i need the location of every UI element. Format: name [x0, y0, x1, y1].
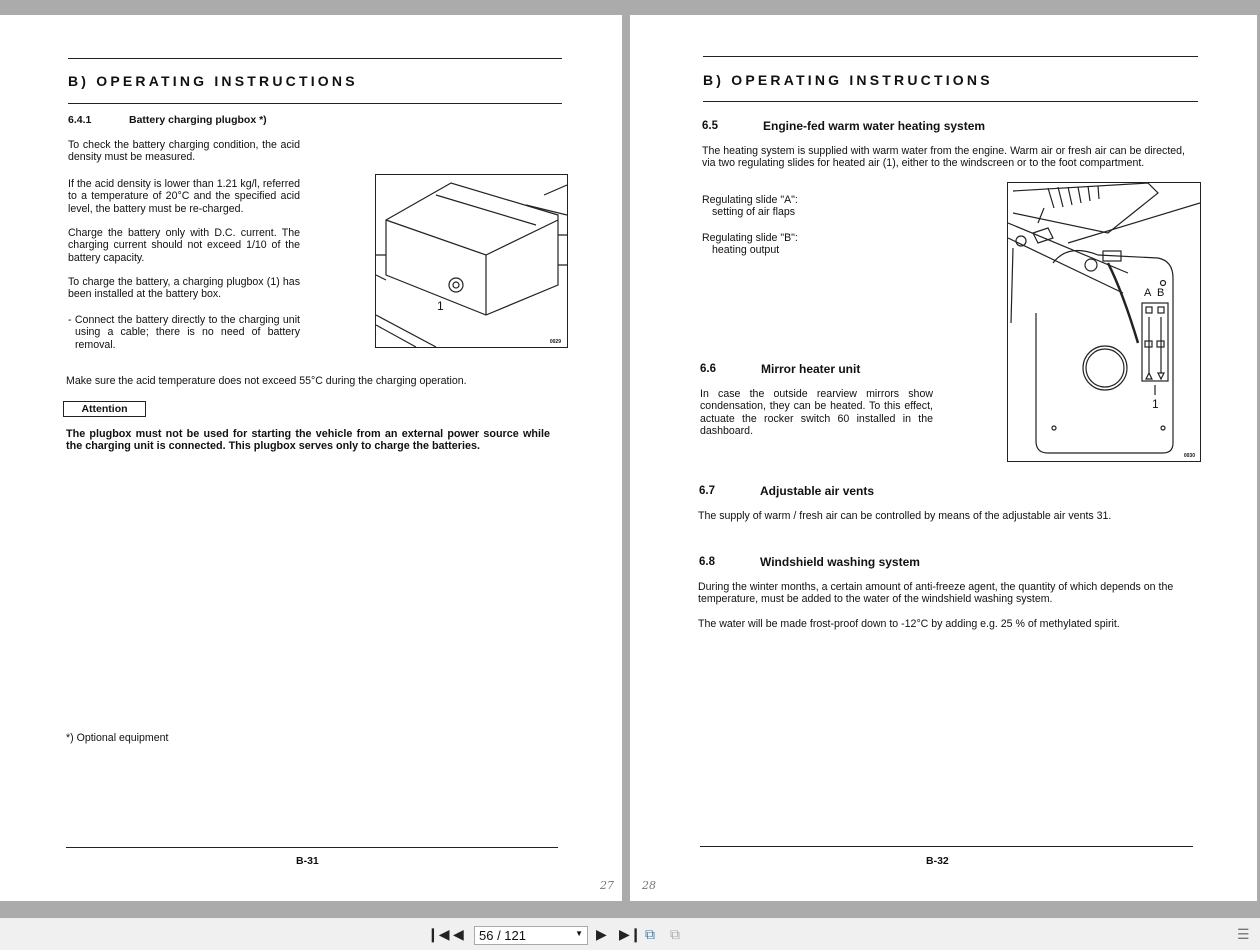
handwritten-mark: 27	[600, 879, 614, 892]
attention-box: Attention	[63, 401, 146, 417]
figure-code: 0029	[549, 339, 561, 345]
left-page	[0, 15, 622, 901]
slide-b-label: Regulating slide "B":	[702, 232, 798, 244]
section-number: 6.4.1	[68, 114, 92, 126]
section-number: 6.5	[702, 120, 718, 132]
page-number: B-32	[926, 855, 949, 867]
first-page-icon[interactable]: ❙◀	[427, 926, 450, 942]
rotate-view-icon[interactable]: ⧉	[645, 926, 655, 942]
section-title: Engine-fed warm water heating system	[763, 119, 986, 133]
page-header: B) OPERATING INSTRUCTIONS	[68, 73, 358, 89]
paragraph: To charge the battery, a charging plugbox (1) has been installed at the battery box.	[68, 276, 300, 301]
previous-page-icon[interactable]: ◀	[453, 926, 464, 942]
page-number: B-31	[296, 855, 319, 867]
paragraph: If the acid density is lower than 1.21 kg/l, referred to a temperature of 20°C and the specified acid level, the battery must be re-charged.	[68, 178, 300, 215]
document-menu-icon[interactable]: ☰	[1237, 926, 1250, 942]
paragraph: The water will be made frost-proof down to -12°C by adding e.g. 25 % of methylated spirit.	[698, 618, 1120, 630]
paragraph: The heating system is supplied with warm water from the engine. Warm air or fresh air can be directed, via two regulating slides for heated air (1), either to the windscreen or to the foot compartment.	[702, 145, 1185, 170]
footnote: *) Optional equipment	[66, 732, 169, 744]
section-number: 6.7	[699, 485, 715, 497]
chevron-down-icon[interactable]: ▼	[575, 929, 583, 938]
section-number: 6.6	[700, 363, 716, 375]
swap-view-icon[interactable]: ⧉	[670, 926, 680, 942]
slide-a-marker: A	[1144, 287, 1152, 299]
navigation-toolbar	[0, 918, 1260, 950]
paragraph: During the winter months, a certain amount of anti-freeze agent, the quantity of which depends on the temperature, must be added to the water of the windshield washing system.	[698, 581, 1174, 606]
page-header: B) OPERATING INSTRUCTIONS	[703, 72, 993, 88]
slide-a-desc: setting of air flaps	[712, 206, 796, 218]
attention-text: The plugbox must not be used for starting the vehicle from an external power source while the charging unit is connected. This plugbox serves only to charge the batteries.	[66, 428, 550, 453]
paragraph: Charge the battery only with D.C. current. The charging current should not exceed 1/10 of the battery capacity.	[68, 227, 300, 264]
page-number-value: 56 / 121	[479, 928, 526, 943]
next-page-icon[interactable]: ▶	[596, 926, 607, 942]
section-title: Windshield washing system	[760, 555, 920, 569]
paragraph: To check the battery charging condition, the acid density must be measured.	[68, 139, 300, 164]
battery-plugbox-figure	[375, 174, 568, 348]
figure-code: 0030	[1183, 453, 1195, 459]
section-number: 6.8	[699, 556, 715, 568]
figure-callout: 1	[437, 299, 444, 313]
section-title: Adjustable air vents	[760, 484, 875, 498]
paragraph: The supply of warm / fresh air can be controlled by means of the adjustable air vents 31.	[698, 510, 1112, 522]
section-title: Mirror heater unit	[761, 362, 861, 376]
page-number-input[interactable]	[474, 926, 588, 945]
slide-b-desc: heating output	[712, 244, 780, 256]
section-title: Battery charging plugbox *)	[129, 114, 267, 126]
paragraph: - Connect the battery directly to the charging unit using a cable; there is no need of battery removal.	[68, 314, 300, 351]
slide-b-marker: B	[1157, 287, 1165, 299]
heating-control-figure	[1007, 182, 1201, 462]
figure-callout: 1	[1152, 397, 1159, 411]
slide-a-label: Regulating slide "A":	[702, 194, 798, 206]
right-page	[630, 15, 1257, 901]
paragraph: In case the outside rearview mirrors show condensation, they can be heated. To this effect, actuate the rocker switch 60 installed in the dashboard.	[700, 388, 933, 437]
handwritten-mark: 28	[642, 879, 656, 892]
temperature-note: Make sure the acid temperature does not exceed 55°C during the charging operation.	[66, 375, 467, 387]
last-page-icon[interactable]: ▶❙	[619, 926, 642, 942]
